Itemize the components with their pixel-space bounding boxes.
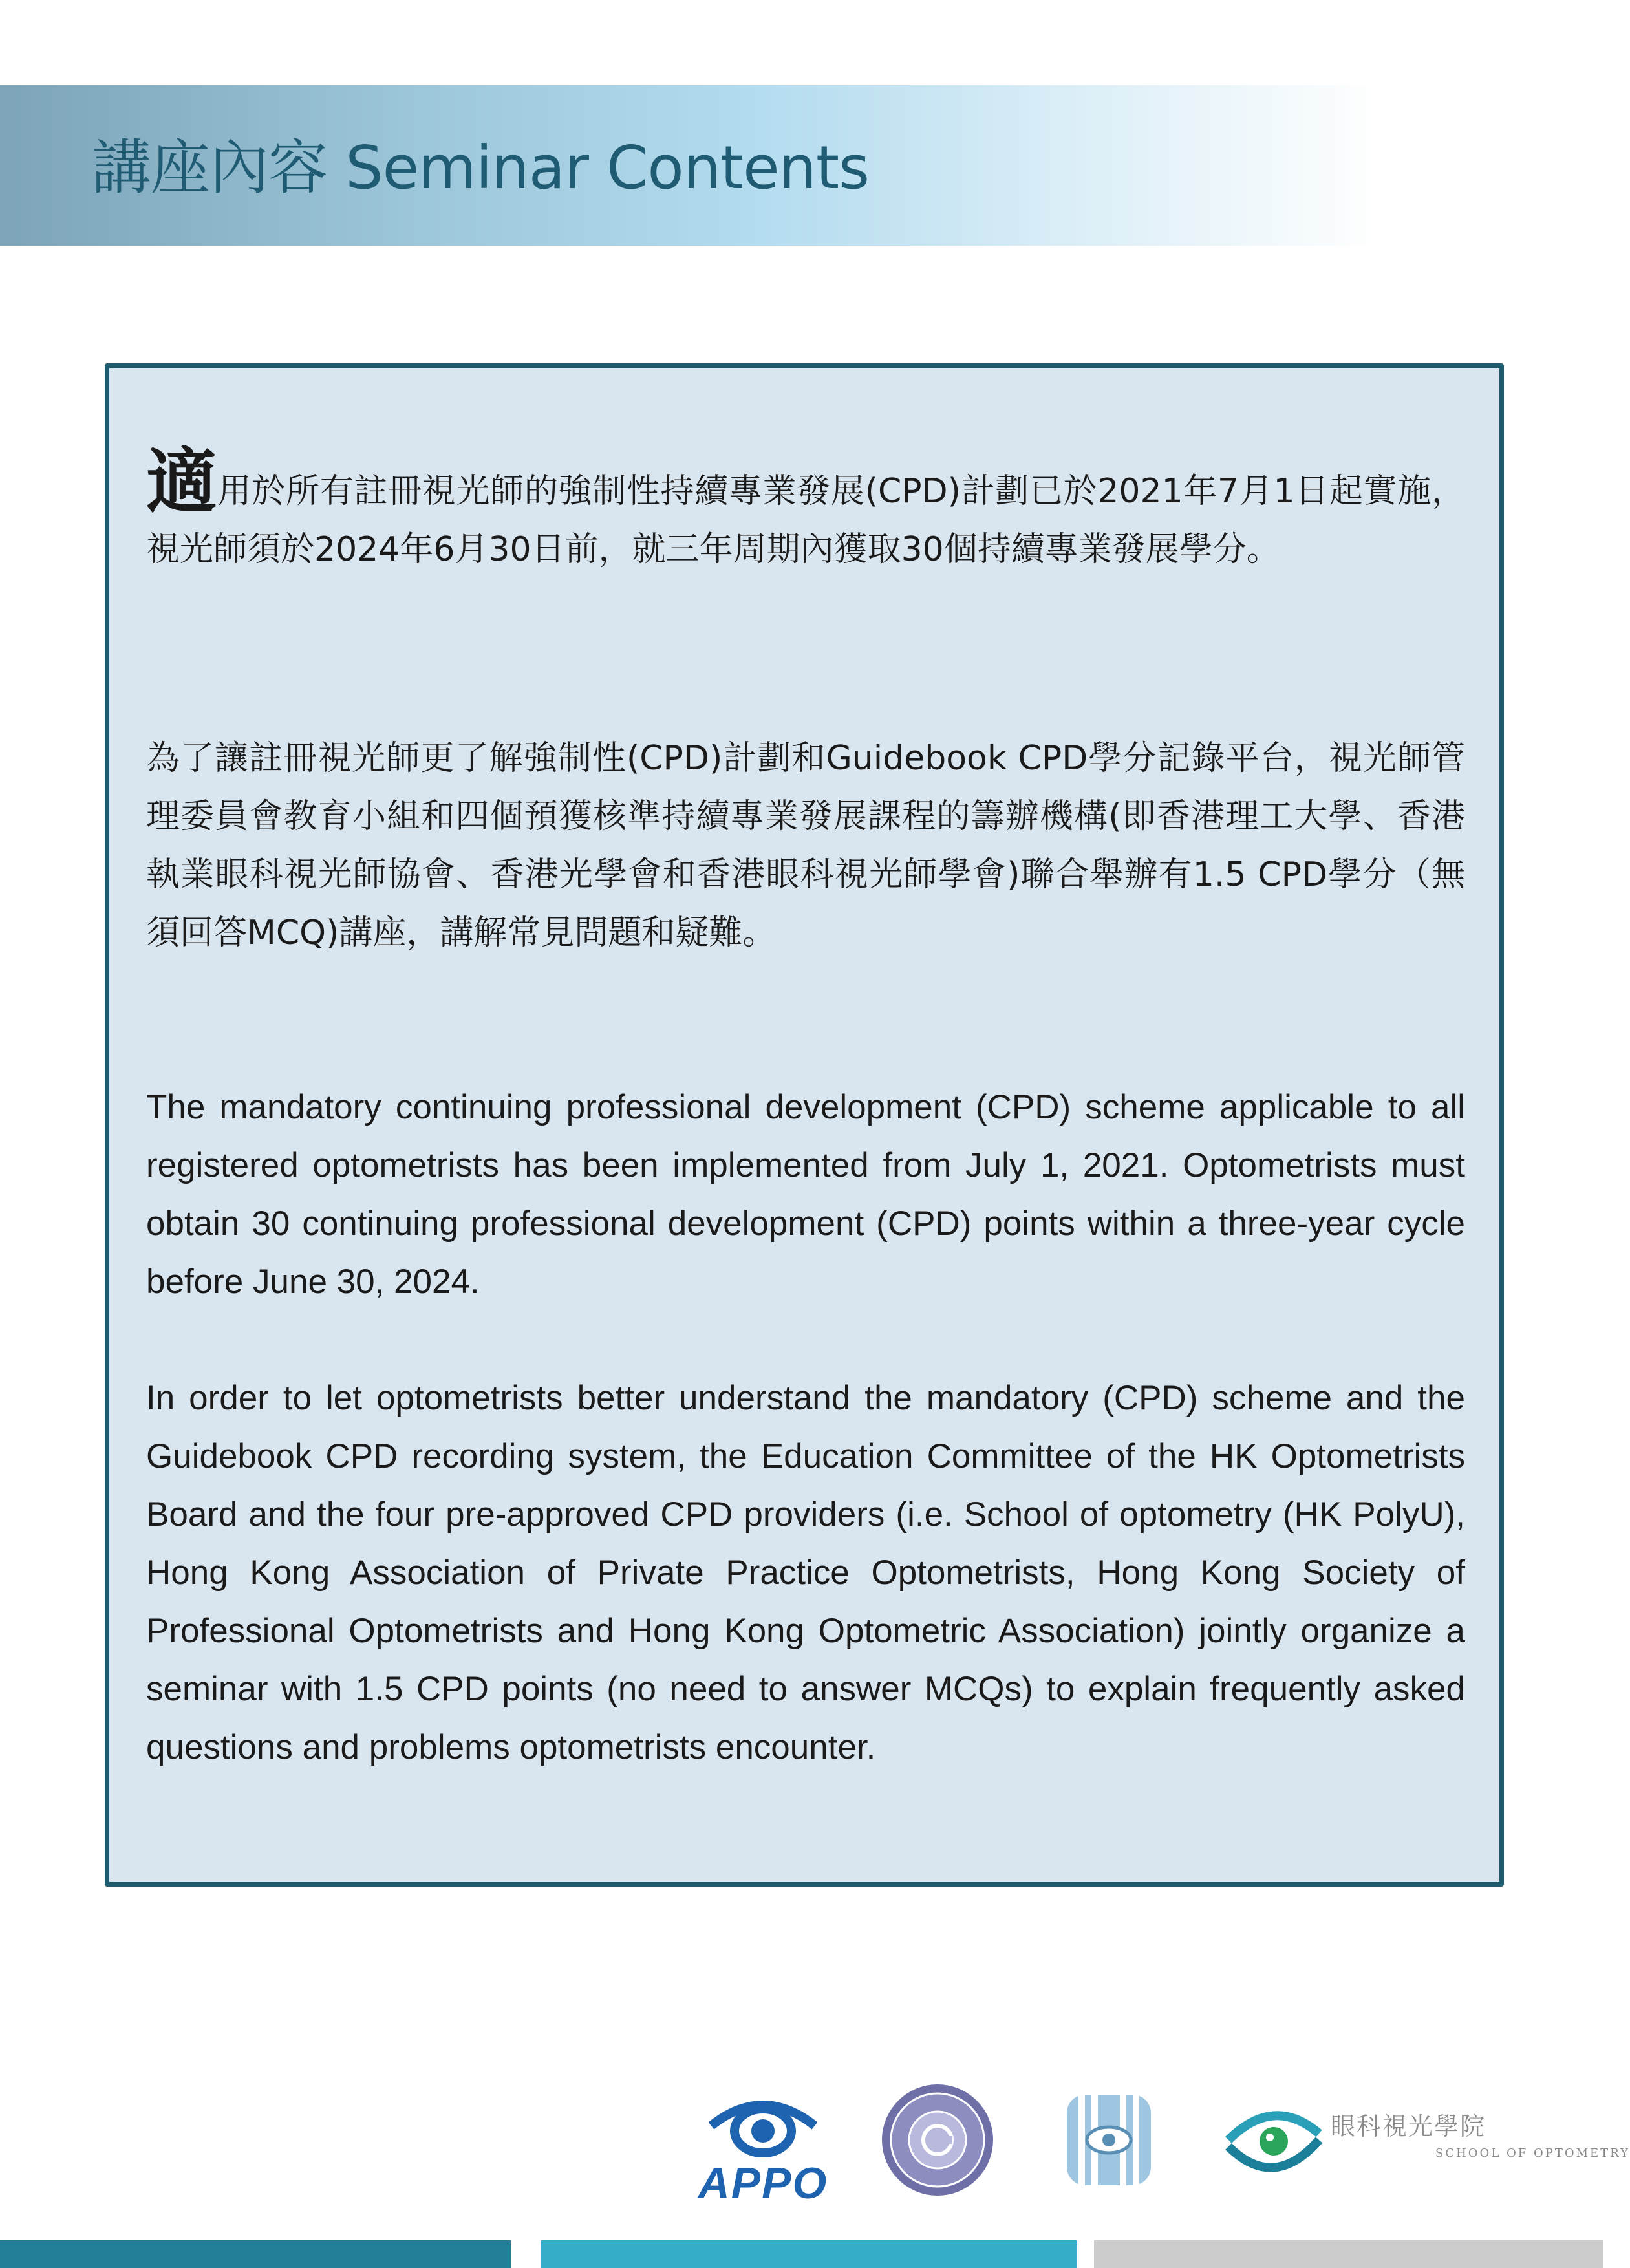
footer-bar-grey	[1094, 2240, 1603, 2268]
hkoa-seal-logo	[879, 2082, 996, 2198]
appo-logo-text: APPO	[698, 2159, 828, 2208]
footer-bar-dark	[0, 2240, 511, 2268]
appo-logo	[685, 2088, 841, 2208]
school-of-optometry-logo	[1222, 2095, 1630, 2185]
paragraph-zh-2: 為了讓註冊視光師更了解強制性(CPD)計劃和Guidebook CPD學分記錄平台，視光師管理委員會教育小組和四個預獲核準持續專業發展課程的籌辦機構(即香港理工大學、香港執業眼科視光師協會、香港光學會和香港眼科視光師學會)聯合舉辦有1.5 CPD學分（無須回答MCQ)講座，講解常見問題和疑難。	[146, 739, 1465, 952]
paragraph-en-2: In order to let optometrists better understand the mandatory (CPD) scheme and the Guidebook CPD recording system, the Education Committee of the HK Optometrists Board and the four pre-approved CPD providers (i.e. School of optometry (HK PolyU), Hong Kong Association of Private Practice Optometrists, Hong Kong Society of Professional Optometrists and Hong Kong Optometric Association) jointly organize a seminar with 1.5 CPD points (no need to answer MCQs) to explain frequently asked questions and problems optometrists encounter.	[146, 1379, 1465, 1766]
paragraph-en-1: The mandatory continuing professional development (CPD) scheme applicable to all registered optometrists has been implemented from July 1, 2021. Optometrists must obtain 30 continuing professional development (CPD) points within a three-year cycle before June 30, 2024.	[146, 1088, 1465, 1301]
school-name-en: SCHOOL OF OPTOMETRY	[1435, 2146, 1630, 2160]
page-title: 講座內容 Seminar Contents	[92, 133, 869, 202]
paragraph-zh-1	[146, 440, 1465, 579]
school-eye-icon	[1222, 2095, 1325, 2185]
hkso-logo	[1060, 2088, 1157, 2192]
school-name-zh: 眼科視光學院	[1331, 2112, 1486, 2141]
paragraph-zh-1-text: 用於所有註冊視光師的強制性持續專業發展(CPD)計劃已於2021年7月1日起實施，視光師須於2024年6月30日前，就三年周期內獲取30個持續專業發展學分。	[146, 472, 1465, 569]
footer-bar-light	[541, 2240, 1077, 2268]
logo-row	[685, 2075, 1630, 2208]
drop-cap: 適	[146, 440, 218, 523]
appo-eye-icon	[685, 2088, 841, 2159]
